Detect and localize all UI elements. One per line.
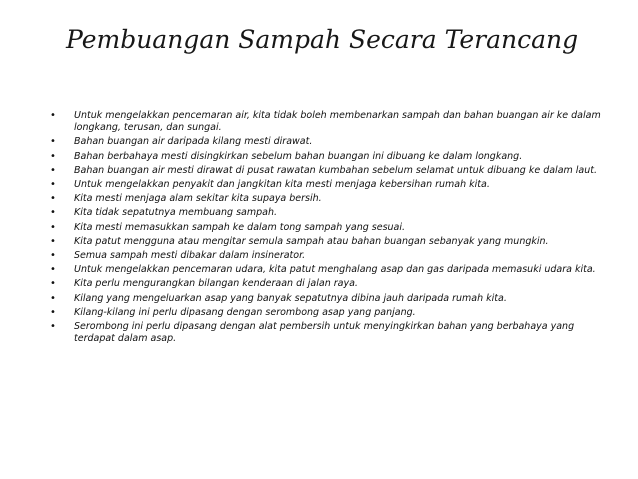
bullet-point-icon: •: [50, 221, 56, 233]
bullet-item: [48, 110, 608, 134]
bullet-item: [48, 136, 608, 148]
bullet-point-icon: •: [50, 264, 56, 276]
bullet-text: Bahan buangan air mesti dirawat di pusat rawatan kumbahan sebelum selamat untuk dibuang ke dalam laut.: [74, 164, 598, 176]
bullet-item: [48, 293, 608, 305]
bullet-text: Kita perlu mengurangkan bilangan kenderaan di jalan raya.: [74, 278, 358, 290]
bullet-point-icon: •: [50, 250, 56, 262]
bullet-point-icon: •: [50, 207, 56, 219]
bullet-point-icon: •: [50, 136, 56, 148]
bullet-point-icon: •: [50, 278, 56, 290]
bullet-point-icon: •: [50, 150, 56, 162]
bullet-item: [48, 207, 608, 219]
bullet-item: [48, 321, 608, 345]
bullet-point-icon: •: [50, 110, 56, 121]
bullet-point-icon: •: [50, 235, 56, 247]
bullet-text: Untuk mengelakkan penyakit dan jangkitan kita mesti menjaga kebersihan rumah kita.: [74, 179, 490, 191]
bullet-text: Semua sampah mesti dibakar dalam insinerator.: [74, 250, 306, 262]
bullet-point-icon: •: [50, 306, 56, 318]
bullet-item: [48, 179, 608, 191]
bullet-item: [48, 151, 608, 163]
bullet-item: [48, 278, 608, 290]
bullet-item: [48, 250, 608, 262]
bullet-text: Serombong ini perlu dipasang dengan alat pembersih untuk menyingkirkan bahan yang berbahaya yang terdapat dalam asap.: [74, 321, 575, 345]
bullet-item: [48, 193, 608, 205]
bullet-item: [48, 307, 608, 319]
bullet-point-icon: •: [50, 179, 56, 191]
bullet-item: [48, 165, 608, 177]
bullet-text: Bahan buangan air daripada kilang mesti dirawat.: [74, 136, 313, 148]
bullet-text: Kilang yang mengeluarkan asap yang banyak sepatutnya dibina jauh daripada rumah kita.: [74, 292, 507, 304]
bullet-item: [48, 222, 608, 234]
bullet-text: Untuk mengelakkan pencemaran udara, kita patut menghalang asap dan gas daripada memasuki udara kita.: [74, 264, 596, 276]
bullet-text: Kita mesti menjaga alam sekitar kita supaya bersih.: [74, 193, 322, 205]
bullet-point-icon: •: [50, 164, 56, 176]
bullet-point-icon: •: [50, 321, 56, 333]
bullet-text: Kita mesti memasukkan sampah ke dalam tong sampah yang sesuai.: [74, 221, 406, 233]
bullet-point-icon: •: [50, 193, 56, 205]
bullet-item: [48, 236, 608, 248]
bullet-text: Bahan berbahaya mesti disingkirkan sebelum bahan buangan ini dibuang ke dalam longkang.: [74, 150, 523, 162]
bullet-text: Untuk mengelakkan pencemaran air, kita tidak boleh membenarkan sampah dan bahan buangan air ke dalam longkang, terusan, dan sungai.: [74, 110, 601, 134]
bullet-text: Kita patut mengguna atau mengitar semula sampah atau bahan buangan sebanyak yang mungkin.: [74, 235, 549, 247]
bullet-text: Kita tidak sepatutnya membuang sampah.: [74, 207, 277, 219]
bullet-list: [48, 110, 608, 347]
slide-title: Pembuangan Sampah Secara Terancang: [66, 25, 579, 54]
bullet-text: Kilang-kilang ini perlu dipasang dengan serombong asap yang panjang.: [74, 306, 416, 318]
bullet-item: [48, 264, 608, 276]
bullet-point-icon: •: [50, 292, 56, 304]
